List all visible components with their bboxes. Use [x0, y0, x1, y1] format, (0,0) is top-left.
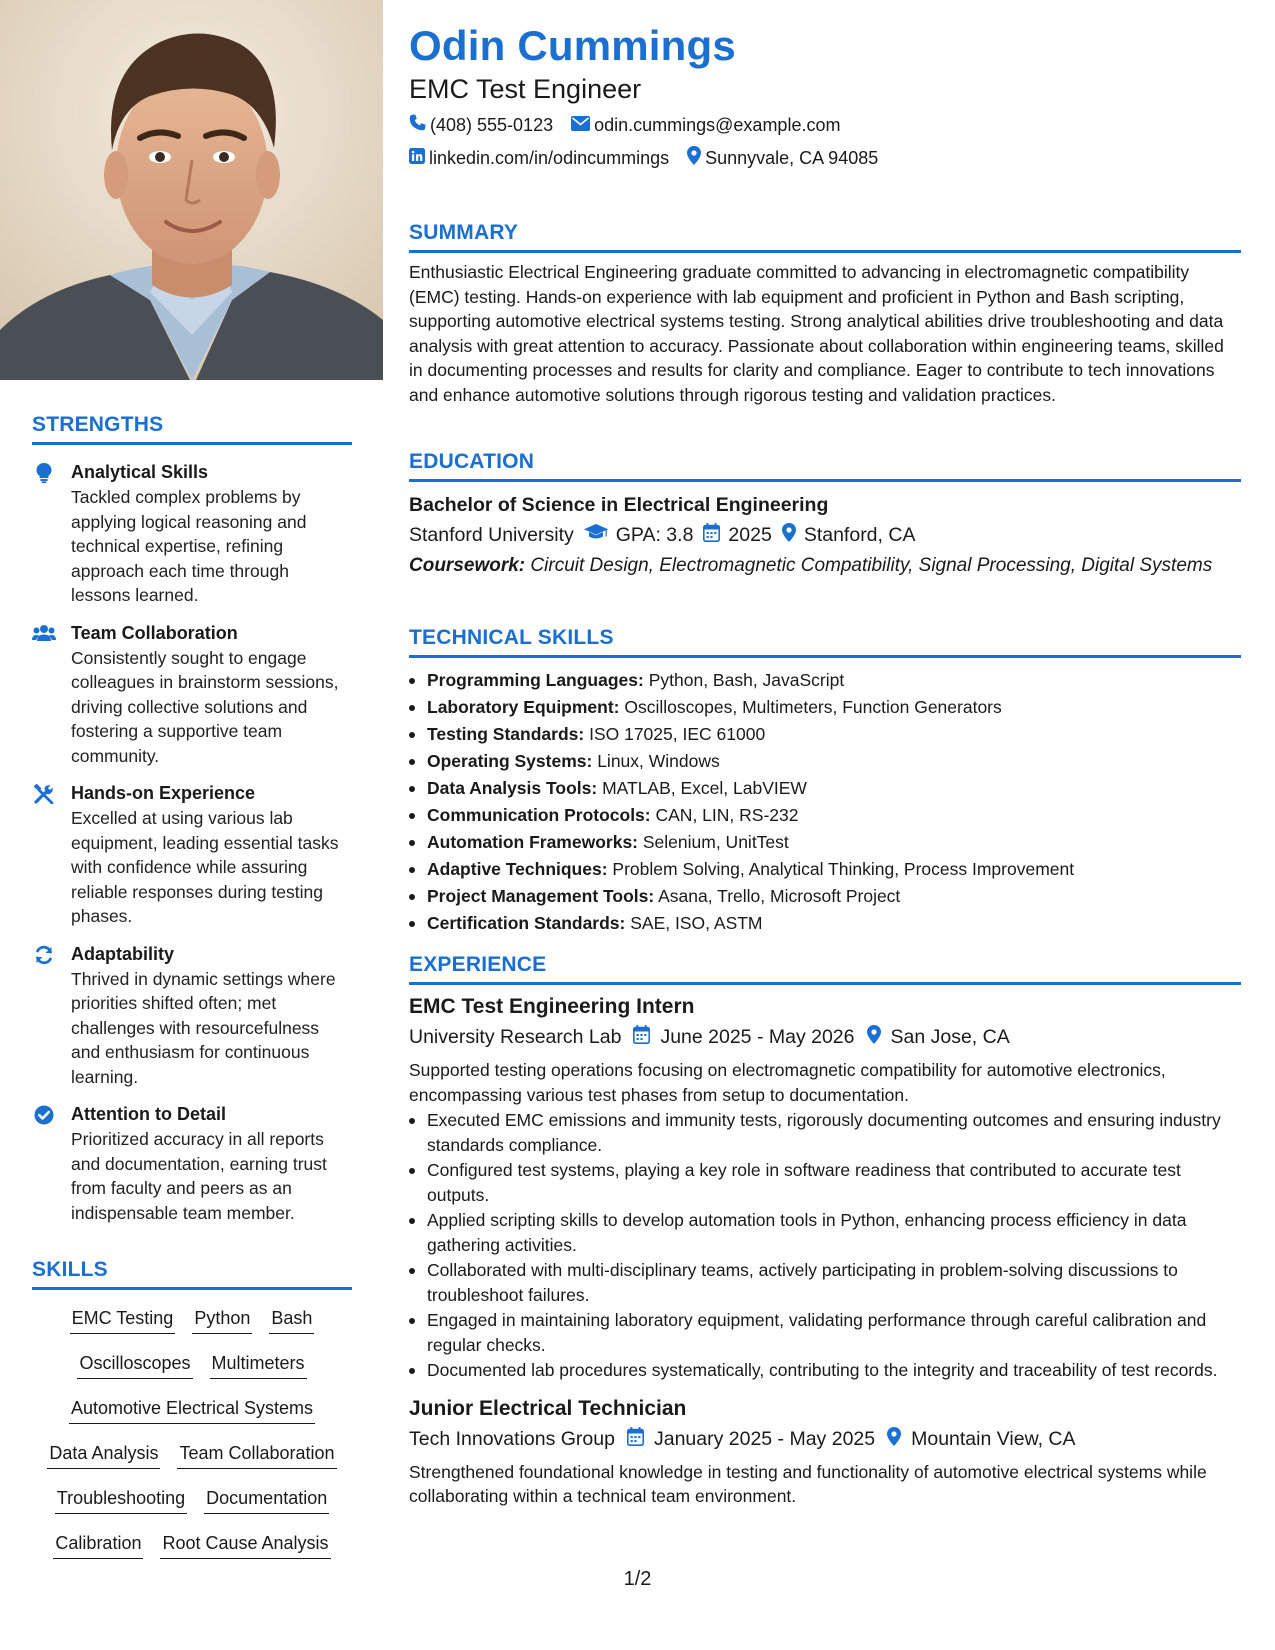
- experience-section: [409, 953, 1241, 1509]
- skill-label: Programming Languages:: [427, 670, 644, 690]
- skill-tags: [32, 1304, 352, 1574]
- skill-row: [32, 1484, 352, 1529]
- skills-heading: SKILLS: [32, 1258, 352, 1290]
- calendar-icon: [627, 1427, 644, 1452]
- gpa-text: GPA: 3.8: [615, 524, 694, 546]
- job-meta: [409, 1427, 1241, 1452]
- skill-tag: Documentation: [204, 1484, 329, 1514]
- skill-value: SAE, ISO, ASTM: [630, 913, 763, 933]
- technical-skills-section: [409, 626, 1241, 937]
- candidate-name: Odin Cummings: [409, 22, 736, 69]
- strength-desc: Tackled complex problems by applying logical reasoning and technical expertise, refining approach each time through lessons learned.: [71, 487, 307, 605]
- education-heading: EDUCATION: [409, 450, 1241, 482]
- skill-row: [32, 1349, 352, 1394]
- skills-section: [32, 1258, 352, 1574]
- job-dates-text: June 2025 - May 2026: [660, 1026, 855, 1048]
- list-item: Documented lab procedures systematically, contributing to the integrity and traceability of test records.: [409, 1358, 1241, 1383]
- summary-section: [409, 221, 1241, 407]
- education-location-text: Stanford, CA: [803, 524, 916, 546]
- strength-desc: Thrived in dynamic settings where priorities shifted often; met challenges with resourcefulness and enthusiasm for continuous learning.: [71, 968, 336, 1087]
- map-pin-icon: [867, 1025, 881, 1050]
- sidebar: [0, 0, 383, 1650]
- strength-desc: Consistently sought to engage colleagues in brainstorm sessions, driving collective solutions and fostering a supportive team community.: [71, 647, 339, 766]
- skill-tag: Troubleshooting: [55, 1484, 187, 1514]
- skill-value: Oscilloscopes, Multimeters, Function Generators: [624, 697, 1002, 717]
- company-name: Tech Innovations Group: [409, 1427, 615, 1450]
- strength-name: Attention to Detail: [71, 1104, 226, 1124]
- list-item: Collaborated with multi-disciplinary teams, actively participating in problem-solving discussions to troubleshoot failures.: [409, 1258, 1241, 1307]
- strength-item: [32, 622, 352, 769]
- strength-desc: Prioritized accuracy in all reports and documentation, earning trust from faculty and peers as an indispensable team member.: [71, 1129, 327, 1223]
- skill-tag: Bash: [269, 1304, 314, 1334]
- list-item: [409, 775, 1241, 802]
- envelope-icon: [571, 115, 590, 136]
- job-bullets: [409, 1108, 1241, 1383]
- list-item: [409, 802, 1241, 829]
- education-section: [409, 450, 1241, 579]
- strength-desc: Excelled at using various lab equipment, leading essential tasks with confidence while assuring reliable responses during testing phases.: [71, 808, 339, 926]
- coursework: [409, 554, 1241, 579]
- job-dates: [633, 1025, 854, 1050]
- skill-label: Laboratory Equipment:: [427, 697, 620, 717]
- skill-value: Problem Solving, Analytical Thinking, Process Improvement: [612, 859, 1075, 879]
- list-item: [409, 721, 1241, 748]
- year-text: 2025: [728, 524, 772, 546]
- portrait-illustration: [0, 0, 383, 380]
- tools-icon: [32, 784, 56, 804]
- job-title: Junior Electrical Technician: [409, 1396, 687, 1420]
- strength-name: Hands-on Experience: [71, 783, 256, 803]
- strength-item: [32, 782, 352, 929]
- degree-title: Bachelor of Science in Electrical Engineering: [409, 494, 829, 516]
- linkedin-icon: [409, 148, 425, 169]
- linkedin-text: linkedin.com/in/odincummings: [429, 147, 670, 168]
- contact-email[interactable]: [571, 115, 840, 136]
- list-item: Applied scripting skills to develop automation tools in Python, enhancing process efficiency in data gathering activities.: [409, 1208, 1241, 1257]
- skill-tag: Calibration: [53, 1529, 143, 1559]
- list-item: Executed EMC emissions and immunity tests, rigorously documenting outcomes and ensuring industry standards compliance.: [409, 1108, 1241, 1157]
- job-entry: [409, 1397, 1241, 1509]
- contact-location: [687, 146, 878, 170]
- list-item: [409, 748, 1241, 775]
- strengths-heading: STRENGTHS: [32, 413, 352, 445]
- skill-tag: Team Collaboration: [177, 1439, 336, 1469]
- sync-icon: [32, 945, 56, 965]
- gpa-item: [584, 524, 694, 547]
- strength-name: Adaptability: [71, 943, 175, 964]
- check-circle-icon: [32, 1105, 56, 1125]
- job-meta: [409, 1025, 1241, 1050]
- graduation-cap-icon: [584, 524, 608, 547]
- contact-linkedin[interactable]: [409, 148, 669, 169]
- job-title-header: EMC Test Engineer: [409, 74, 642, 104]
- email-text: odin.cummings@example.com: [594, 114, 841, 135]
- list-item: Configured test systems, playing a key role in software readiness that contributed to accurate test outputs.: [409, 1158, 1241, 1207]
- skill-tag: Oscilloscopes: [77, 1349, 192, 1379]
- experience-heading: EXPERIENCE: [409, 953, 1241, 985]
- skill-row: [32, 1439, 352, 1484]
- skill-value: Python, Bash, JavaScript: [648, 670, 845, 690]
- strength-item: [32, 943, 352, 1090]
- skill-label: Certification Standards:: [427, 913, 626, 933]
- job-dates-text: January 2025 - May 2025: [653, 1427, 876, 1450]
- coursework-label: Coursework:: [409, 555, 526, 576]
- page-number: 1/2: [623, 1568, 652, 1590]
- list-item: [409, 883, 1241, 910]
- company-name: University Research Lab: [409, 1026, 622, 1048]
- skill-value: Linux, Windows: [597, 751, 720, 771]
- technical-skills-heading: TECHNICAL SKILLS: [409, 626, 1241, 658]
- job-location-text: Mountain View, CA: [911, 1427, 1076, 1450]
- skill-value: MATLAB, Excel, LabVIEW: [602, 778, 807, 798]
- school-name: Stanford University: [409, 524, 574, 546]
- technical-skills-list: [409, 667, 1241, 937]
- lightbulb-icon: [32, 463, 56, 483]
- job-description: Strengthened foundational knowledge in testing and functionality of automotive electrical systems while collaborating within a technical team environment.: [409, 1461, 1207, 1506]
- job-location: [887, 1427, 1075, 1452]
- skill-tag: Root Cause Analysis: [160, 1529, 330, 1559]
- strength-name: Team Collaboration: [71, 622, 238, 643]
- skill-value: CAN, LIN, RS-232: [655, 805, 799, 825]
- contact-phone[interactable]: [409, 114, 553, 136]
- skill-tag: Python: [192, 1304, 252, 1334]
- users-icon: [32, 624, 56, 644]
- map-pin-icon: [687, 146, 701, 170]
- contact-row: [409, 114, 840, 136]
- location-text: Sunnyvale, CA 94085: [705, 147, 879, 168]
- profile-photo: [0, 0, 383, 380]
- skill-tag: Data Analysis: [47, 1439, 160, 1469]
- job-location-text: San Jose, CA: [890, 1026, 1010, 1048]
- skill-value: Asana, Trello, Microsoft Project: [658, 886, 901, 906]
- skill-label: Testing Standards:: [427, 724, 585, 744]
- strengths-section: [32, 413, 352, 1225]
- skill-label: Data Analysis Tools:: [427, 778, 598, 798]
- summary-heading: SUMMARY: [409, 221, 1241, 253]
- skill-label: Communication Protocols:: [427, 805, 651, 825]
- strength-name: Analytical Skills: [71, 462, 209, 482]
- skill-value: ISO 17025, IEC 61000: [589, 724, 766, 744]
- list-item: [409, 910, 1241, 937]
- list-item: [409, 694, 1241, 721]
- skill-row: [32, 1304, 352, 1349]
- skill-value: Selenium, UnitTest: [642, 832, 789, 852]
- skill-tag: Multimeters: [210, 1349, 307, 1379]
- strength-item: [32, 1103, 352, 1225]
- map-pin-icon: [887, 1427, 901, 1452]
- skill-label: Operating Systems:: [427, 751, 593, 771]
- list-item: [409, 856, 1241, 883]
- job-title: EMC Test Engineering Intern: [409, 995, 695, 1018]
- skill-label: Automation Frameworks:: [427, 832, 638, 852]
- skill-tag: EMC Testing: [70, 1304, 176, 1334]
- strength-item: [32, 461, 352, 608]
- list-item: [409, 667, 1241, 694]
- skill-label: Adaptive Techniques:: [427, 859, 608, 879]
- summary-text: Enthusiastic Electrical Engineering graduate committed to advancing in electromagnetic compatibility (EMC) testing. Hands-on experience with lab equipment and proficient in Python and Bash scripting, supporting automotive electrical systems testing. Strong analytical abilities drive troubleshooting and data analysis with great attention to accuracy. Passionate about collaboration within engineering teams, skilled in documenting processes and results for clarity and compliance. Eager to contribute to tech innovations and enhance automotive solutions through rigorous testing and validation practices.: [409, 262, 1224, 405]
- job-dates: [627, 1427, 875, 1452]
- contact-row: [409, 146, 878, 170]
- calendar-icon: [703, 523, 720, 548]
- job-description: Supported testing operations focusing on electromagnetic compatibility for automotive electronics, encompassing various test phases from setup to documentation.: [409, 1060, 1166, 1105]
- phone-icon: [409, 114, 426, 136]
- map-pin-icon: [782, 523, 796, 548]
- skill-tag: Automotive Electrical Systems: [69, 1394, 315, 1424]
- job-entry: [409, 995, 1241, 1383]
- calendar-icon: [633, 1025, 650, 1050]
- job-location: [867, 1025, 1010, 1050]
- education-meta: [409, 523, 1241, 548]
- skill-label: Project Management Tools:: [427, 886, 655, 906]
- skill-row: [32, 1394, 352, 1439]
- list-item: [409, 829, 1241, 856]
- education-location-item: [782, 523, 916, 548]
- phone-text: (408) 555-0123: [430, 114, 554, 135]
- list-item: Engaged in maintaining laboratory equipment, validating performance through careful calibration and regular checks.: [409, 1308, 1241, 1357]
- year-item: [703, 523, 771, 548]
- coursework-text: Circuit Design, Electromagnetic Compatibility, Signal Processing, Digital Systems: [530, 555, 1213, 576]
